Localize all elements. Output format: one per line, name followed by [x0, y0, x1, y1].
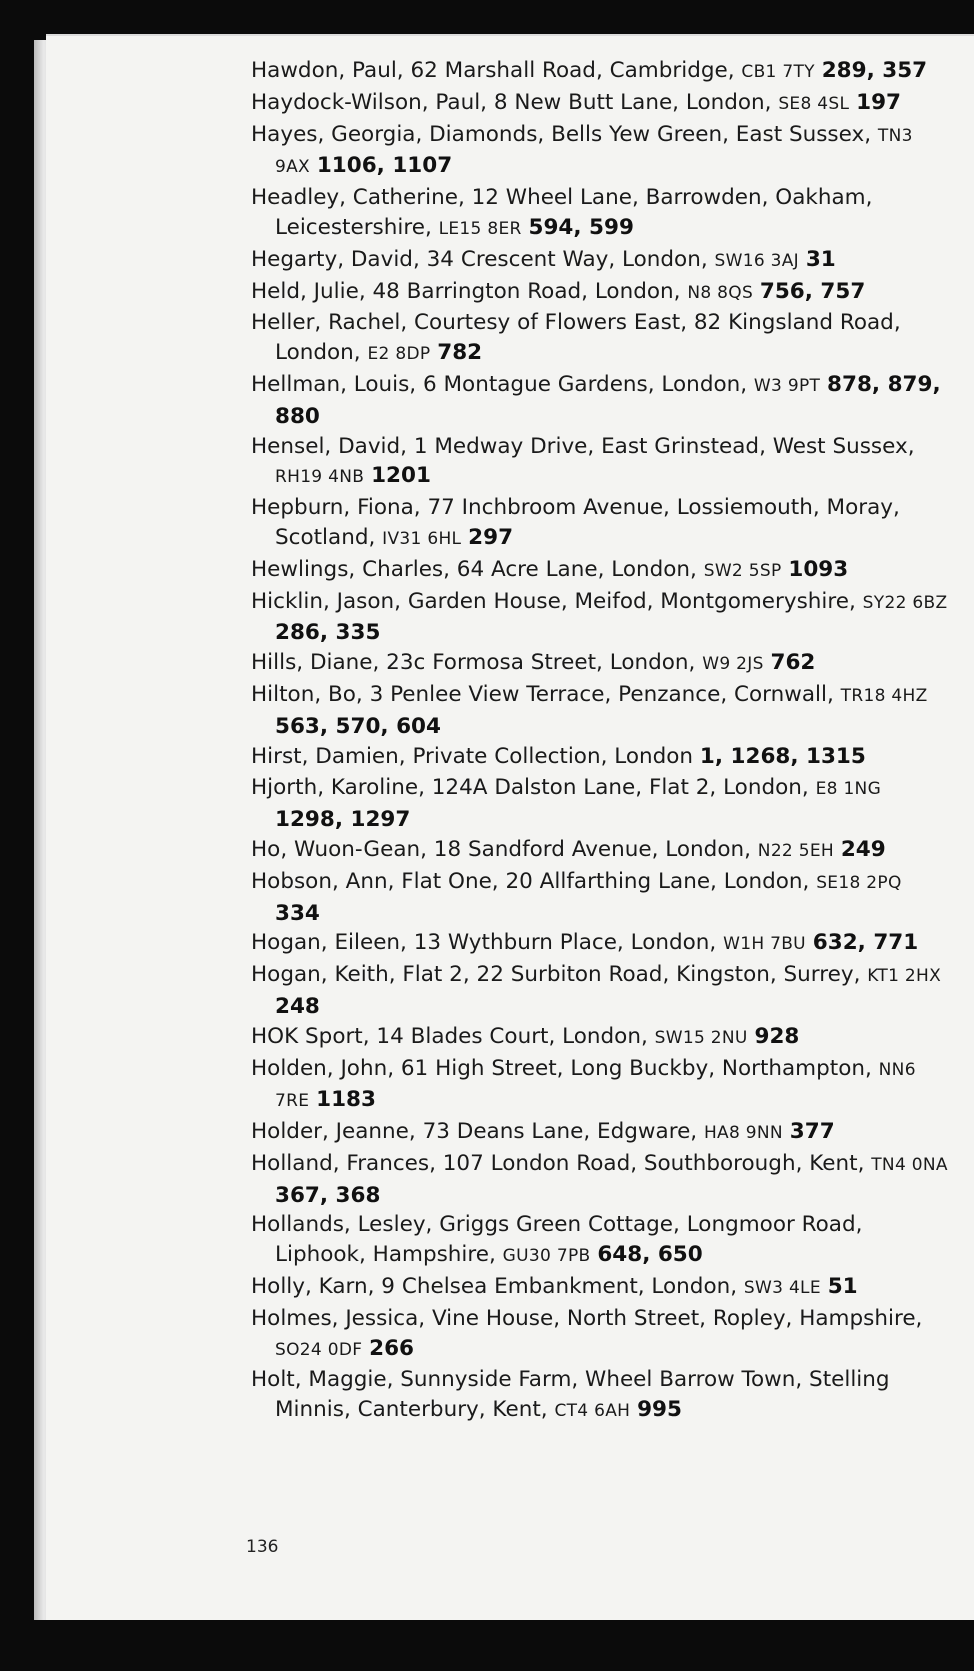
entry-page-refs: 286, 335 — [275, 620, 381, 646]
index-entry — [251, 680, 951, 742]
entry-postcode: LE15 8ER — [438, 218, 522, 239]
entry-page-refs: 782 — [437, 340, 483, 366]
entry-name-address: HOK Sport, 14 Blades Court, London, — [251, 1023, 648, 1049]
entry-name-address: Hobson, Ann, Flat One, 20 Allfarthing Lane, London, — [251, 868, 810, 894]
page-number: 136 — [246, 1537, 279, 1557]
entry-page-refs: 248 — [275, 993, 320, 1019]
index-entry — [251, 773, 951, 835]
entry-name-address: Holder, Jeanne, 73 Deans Lane, Edgware, — [251, 1119, 698, 1145]
entry-postcode: W3 9PT — [753, 375, 821, 396]
index-entry — [251, 742, 951, 774]
entry-name-address: Hollands, Lesley, Griggs Green Cottage, Longmoor Road, Liphook, Hampshire, — [251, 1212, 863, 1268]
entry-page-refs: 197 — [856, 89, 901, 115]
index-entry — [251, 120, 951, 184]
entry-name-address: Held, Julie, 48 Barrington Road, London, — [251, 278, 681, 304]
entry-postcode: E2 8DP — [367, 344, 431, 365]
index-entry — [251, 648, 951, 680]
entry-page-refs: 1, 1268, 1315 — [699, 743, 866, 769]
entry-postcode: SE18 2PQ — [816, 872, 902, 893]
index-list — [251, 56, 951, 1427]
entry-postcode: E8 1NG — [815, 779, 882, 800]
entry-name-address: Heller, Rachel, Courtesy of Flowers East, 82 Kingsland Road, London, — [251, 310, 901, 366]
entry-page-refs: 594, 599 — [528, 214, 634, 240]
index-entry — [251, 587, 951, 649]
index-entry — [251, 56, 951, 88]
index-entry — [251, 245, 951, 277]
index-entry — [251, 1117, 951, 1149]
entry-page-refs: 648, 650 — [597, 1242, 703, 1268]
entry-page-refs: 266 — [369, 1335, 415, 1361]
entry-postcode: N8 8QS — [687, 282, 754, 303]
index-entry — [251, 1272, 951, 1304]
entry-name-address: Hirst, Damien, Private Collection, London — [251, 743, 694, 769]
entry-name-address: Holland, Frances, 107 London Road, Southborough, Kent, — [251, 1150, 865, 1176]
entry-postcode: SW16 3AJ — [714, 250, 799, 271]
index-entry — [251, 1149, 951, 1211]
entry-postcode: CT4 6AH — [554, 1401, 631, 1422]
entry-postcode: SO24 0DF — [275, 1339, 363, 1360]
entry-page-refs: 878, 879, 880 — [275, 371, 941, 429]
entry-name-address: Holmes, Jessica, Vine House, North Street, Ropley, Hampshire, — [251, 1305, 923, 1331]
entry-postcode: CB1 7TY — [741, 62, 815, 82]
entry-page-refs: 377 — [789, 1119, 835, 1145]
entry-page-refs: 1201 — [371, 463, 431, 489]
entry-page-refs: 928 — [754, 1023, 800, 1049]
index-entry — [251, 493, 951, 555]
index-entry — [251, 1022, 951, 1054]
entry-postcode: SW15 2NU — [654, 1027, 748, 1048]
entry-name-address: Haydock-Wilson, Paul, 8 New Butt Lane, London, — [251, 89, 772, 115]
entry-name-address: Headley, Catherine, 12 Wheel Lane, Barrowden, Oakham, Leicestershire, — [251, 185, 873, 240]
book-page — [46, 34, 974, 1620]
entry-name-address: Holly, Karn, 9 Chelsea Embankment, London, — [251, 1274, 738, 1300]
entry-page-refs: 297 — [468, 524, 514, 550]
entry-postcode: W9 2JS — [702, 654, 764, 675]
entry-postcode: SY22 6BZ — [862, 592, 948, 613]
entry-postcode: KT1 2HX — [867, 966, 942, 987]
entry-postcode: HA8 9NN — [703, 1123, 783, 1144]
entry-page-refs: 334 — [275, 900, 320, 926]
entry-name-address: Holden, John, 61 High Street, Long Buckby, Northampton, — [251, 1055, 872, 1081]
entry-postcode: N22 5EH — [757, 840, 834, 861]
index-entry — [251, 960, 951, 1022]
entry-page-refs: 1298, 1297 — [275, 807, 411, 833]
entry-name-address: Hepburn, Fiona, 77 Inchbroom Avenue, Lossiemouth, Moray, Scotland, — [251, 495, 900, 550]
entry-postcode: RH19 4NB — [275, 467, 365, 488]
entry-name-address: Hawdon, Paul, 62 Marshall Road, Cambridge, — [251, 58, 735, 83]
entry-postcode: SW3 4LE — [743, 1278, 821, 1299]
entry-name-address: Hjorth, Karoline, 124A Dalston Lane, Flat 2, London, — [251, 775, 809, 801]
entry-name-address: Hicklin, Jason, Garden House, Meifod, Montgomeryshire, — [251, 588, 856, 614]
entry-page-refs: 1183 — [316, 1087, 376, 1113]
entry-page-refs: 249 — [840, 836, 886, 862]
index-entry — [251, 432, 951, 494]
index-entry — [251, 88, 951, 120]
entry-page-refs: 756, 757 — [759, 278, 866, 304]
entry-name-address: Hayes, Georgia, Diamonds, Bells Yew Green, East Sussex, — [251, 121, 872, 147]
index-entry — [251, 1054, 951, 1118]
index-entry — [251, 867, 951, 929]
entry-name-address: Hilton, Bo, 3 Penlee View Terrace, Penzance, Cornwall, — [251, 681, 834, 707]
entry-page-refs: 367, 368 — [275, 1182, 381, 1208]
entry-page-refs: 563, 570, 604 — [275, 713, 441, 739]
entry-postcode: TR18 4HZ — [840, 685, 928, 706]
entry-name-address: Hills, Diane, 23c Formosa Street, London, — [251, 650, 696, 676]
index-entry — [251, 1365, 951, 1427]
entry-name-address: Hensel, David, 1 Medway Drive, East Grinstead, West Sussex, — [251, 433, 915, 459]
entry-postcode: W1H 7BU — [723, 934, 806, 955]
entry-name-address: Hogan, Keith, Flat 2, 22 Surbiton Road, Kingston, Surrey, — [251, 962, 861, 988]
index-entry — [251, 183, 951, 245]
entry-postcode: NN6 7RE — [275, 1059, 916, 1112]
entry-postcode: IV31 6HL — [382, 528, 462, 549]
index-entry — [251, 555, 951, 587]
index-entry — [251, 835, 951, 867]
entry-page-refs: 51 — [827, 1274, 858, 1300]
entry-page-refs: 31 — [805, 246, 836, 272]
entry-page-refs: 995 — [637, 1397, 682, 1423]
entry-postcode: GU30 7PB — [502, 1246, 591, 1267]
index-entry — [251, 277, 951, 309]
index-entry — [251, 308, 951, 370]
entry-name-address: Hegarty, David, 34 Crescent Way, London, — [251, 246, 708, 272]
entry-postcode: TN4 0NA — [871, 1154, 948, 1175]
entry-postcode: SE8 4SL — [778, 93, 850, 114]
entry-postcode: SW2 5SP — [703, 560, 782, 581]
entry-page-refs: 1093 — [788, 556, 849, 582]
entry-postcode: TN3 9AX — [275, 125, 913, 178]
entry-page-refs: 289, 357 — [821, 58, 928, 83]
entry-name-address: Hogan, Eileen, 13 Wythburn Place, London, — [251, 930, 717, 956]
entry-page-refs: 762 — [770, 650, 816, 676]
index-entry — [251, 1304, 951, 1366]
index-entry — [251, 928, 951, 960]
entry-name-address: Ho, Wuon-Gean, 18 Sandford Avenue, London, — [251, 836, 751, 862]
entry-page-refs: 1106, 1107 — [316, 153, 453, 179]
entry-name-address: Holt, Maggie, Sunnyside Farm, Wheel Barrow Town, Stelling Minnis, Canterbury, Kent, — [251, 1367, 890, 1423]
entry-name-address: Hewlings, Charles, 64 Acre Lane, London, — [251, 556, 697, 582]
entry-page-refs: 632, 771 — [812, 930, 919, 956]
index-entry — [251, 1210, 951, 1272]
index-entry — [251, 370, 951, 432]
entry-name-address: Hellman, Louis, 6 Montague Gardens, London, — [251, 371, 748, 397]
